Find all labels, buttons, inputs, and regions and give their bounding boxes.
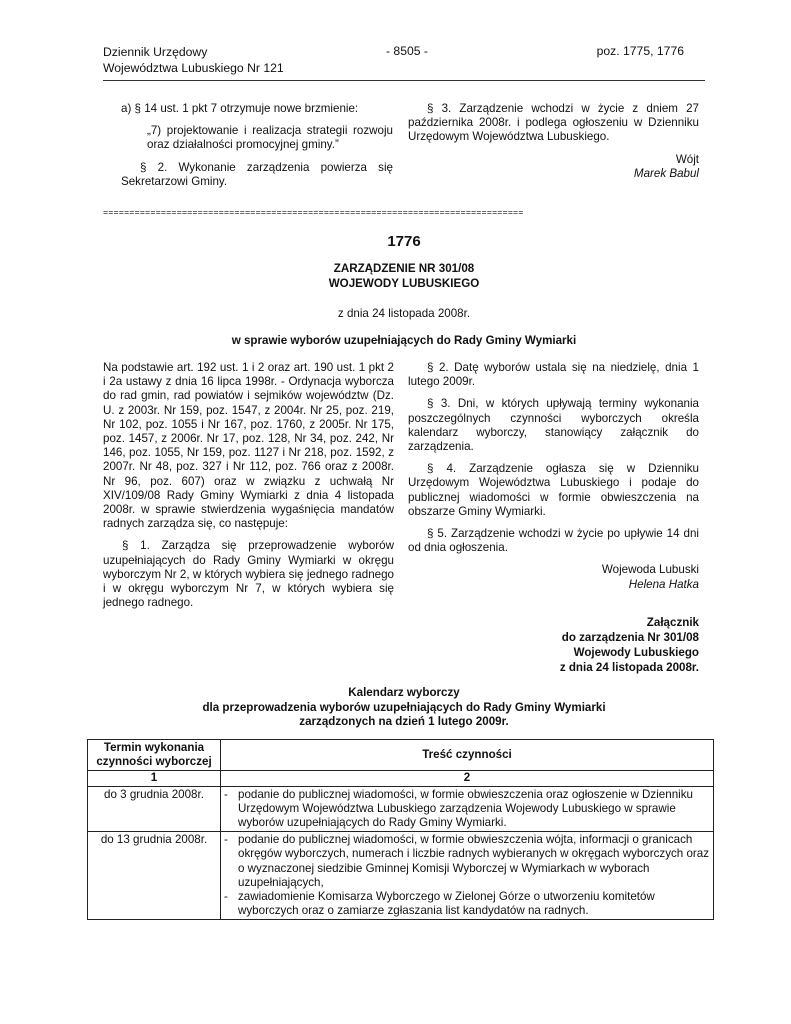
bullet-dash: - xyxy=(224,833,228,847)
annex-heading xyxy=(480,615,699,675)
calendar-title-line1: Kalendarz wyborczy xyxy=(348,686,460,699)
act-title xyxy=(103,262,705,291)
act-right-column xyxy=(408,361,699,592)
act-signer-title: Wojewoda Lubuski xyxy=(601,563,699,577)
journal-name xyxy=(103,44,323,76)
prev-paragraph-3: § 3. Zarządzenie wchodzi w życie z dniem 27 października 2008r. i podlega ogłoszeniu w Dzienniku Urzędowym Województwa Lubuskiego. xyxy=(408,102,699,144)
act-paragraph-4: § 4. Zarządzenie ogłasza się w Dzienniku Urzędowym Województwa Lubuskiego i podaje do publicznej wiadomości w formie obwieszczenia na obszarze Gminy Wymiarki. xyxy=(408,462,699,518)
prev-amendment-quote: „7) projektowanie i realizacja strategii rozwoju oraz działalności promocyjnej gminy.” xyxy=(147,124,393,152)
prev-signer-name: Marek Babul xyxy=(633,166,699,180)
position-numbers: poz. 1775, 1776 xyxy=(596,44,684,58)
prev-signer-title: Wójt xyxy=(675,152,699,166)
annex-line2: do zarządzenia Nr 301/08 xyxy=(561,631,699,644)
column-number-1: 1 xyxy=(88,771,221,786)
prev-left-column xyxy=(121,102,393,197)
position-number: 1776 xyxy=(387,233,421,250)
row-term: do 3 grudnia 2008r. xyxy=(88,786,221,832)
prev-amendment-a: a) § 14 ust. 1 pkt 7 otrzymuje nowe brzmienie: xyxy=(121,102,359,115)
header-term: Termin wykonania czynności wyborczej xyxy=(88,740,221,771)
prev-right-column xyxy=(408,102,699,181)
calendar-title-line2: dla przeprowadzenia wyborów uzupełniających do Rady Gminy Wymiarki xyxy=(202,700,606,714)
act-left-column xyxy=(103,361,394,618)
act-legal-basis: Na podstawie art. 192 ust. 1 i 2 oraz art. 190 ust. 1 pkt 2 i 2a ustawy z dnia 16 lipca 1998r. - Ordynacja wyborcza do rad gmin, rad powiatów i sejmików województw (Dz. U. z 2003r. Nr 159, poz. 1547, z 2004r. Nr 25, poz. 219, Nr 102, poz. 1055 i Nr 167, poz. 1760, z 2005r. Nr 175, poz. 1457, z 2006r. Nr 17, poz. 128, Nr 34, poz. 242, Nr 146, poz. 1055, Nr 159, poz. 1127 i Nr 218, poz. 1592, z 2007r. Nr 48, poz. 327 i Nr 112, poz. 766 oraz z 2008r. Nr 96, poz. 607) oraz w związku z uchwałą Nr XIV/109/08 Rady Gminy Wymiarki z dnia 4 listopada 2008r. w sprawie stwierdzenia wygaśnięcia mandatów radnych zarządza się, co następuje: xyxy=(103,361,394,531)
journal-name-line1: Dziennik Urzędowy xyxy=(103,45,208,59)
act-paragraph-5: § 5. Zarządzenie wchodzi w życie po upływie 14 dni od dnia ogłoszenia. xyxy=(408,527,699,555)
list-item xyxy=(224,788,710,831)
header-content: Treść czynności xyxy=(221,740,714,771)
act-paragraph-1: § 1. Zarządza się przeprowadzenie wyborów uzupełniających do Rady Gminy Wymiarki w okręgu wyborczym Nr 2, w których wybiera się jednego radnego i w okręgu wyborczym Nr 7, w których wybiera się jednego radnego. xyxy=(103,539,394,610)
section-separator: ================================================================================ xyxy=(103,208,524,218)
bullet-dash: - xyxy=(224,787,228,801)
row-term: do 13 grudnia 2008r. xyxy=(88,832,221,920)
table-row xyxy=(88,832,714,920)
act-paragraph-3: § 3. Dni, w których upływają terminy wykonania poszczególnych czynności wyborczych określa kalendarz wyborczy, stanowiący załącznik do zarządzenia. xyxy=(408,397,699,454)
act-title-line1: ZARZĄDZENIE NR 301/08 xyxy=(333,262,475,275)
annex-line3: Wojewody Lubuskiego xyxy=(573,646,699,659)
calendar-table xyxy=(87,739,714,920)
act-title-line2: WOJEWODY LUBUSKIEGO xyxy=(328,276,480,290)
header-divider xyxy=(103,80,705,81)
list-item-text: zawiadomienie Komisarza Wyborczego w Zielonej Górze o utworzeniu komitetów wyborczych oraz o zamiarze zgłaszania list kandydatów na radnych. xyxy=(238,890,655,918)
act-subject: w sprawie wyborów uzupełniających do Rady Gminy Wymiarki xyxy=(231,334,577,347)
act-signer-name: Helena Hatka xyxy=(628,577,699,591)
page-number: - 8505 - xyxy=(385,44,428,58)
calendar-title-line3: zarządzonych na dzień 1 lutego 2009r. xyxy=(299,715,509,728)
annex-line1: Załącznik xyxy=(646,616,699,629)
calendar-title xyxy=(103,686,705,730)
act-paragraph-2: § 2. Datę wyborów ustala się na niedzielę, dnia 1 lutego 2009r. xyxy=(408,361,699,389)
row-content xyxy=(221,832,714,920)
table-row xyxy=(88,786,714,832)
bullet-dash: - xyxy=(224,890,228,904)
act-date: z dnia 24 listopada 2008r. xyxy=(337,307,471,320)
list-item-text: podanie do publicznej wiadomości, w formie obwieszczenia oraz ogłoszenie w Dzienniku Urzędowym Województwa Lubuskiego zarządzenia Wojewody Lubuskiego w sprawie wyborów uzupełniających do Rady Gminy Wymiarki. xyxy=(238,787,693,830)
journal-name-line2: Województwa Lubuskiego Nr 121 xyxy=(103,61,284,75)
table-number-row xyxy=(88,771,714,786)
column-number-2: 2 xyxy=(221,771,714,786)
list-item-text: podanie do publicznej wiadomości, w formie obwieszczenia wójta, informacji o granicach okręgów wyborczych, numerach i liczbie radnych wybieranych w okręgach wyborczych oraz o wyznaczonej siedzibie Gminnej Komisji Wyborczej w Wymiarkach w wyborach uzupełniających, xyxy=(238,833,710,889)
annex-line4: z dnia 24 listopada 2008r. xyxy=(559,661,699,674)
table-header-row xyxy=(88,740,714,771)
list-item xyxy=(224,890,710,918)
prev-paragraph-2: § 2. Wykonanie zarządzenia powierza się Sekretarzowi Gminy. xyxy=(121,160,393,188)
list-item xyxy=(224,833,710,890)
row-content xyxy=(221,786,714,832)
